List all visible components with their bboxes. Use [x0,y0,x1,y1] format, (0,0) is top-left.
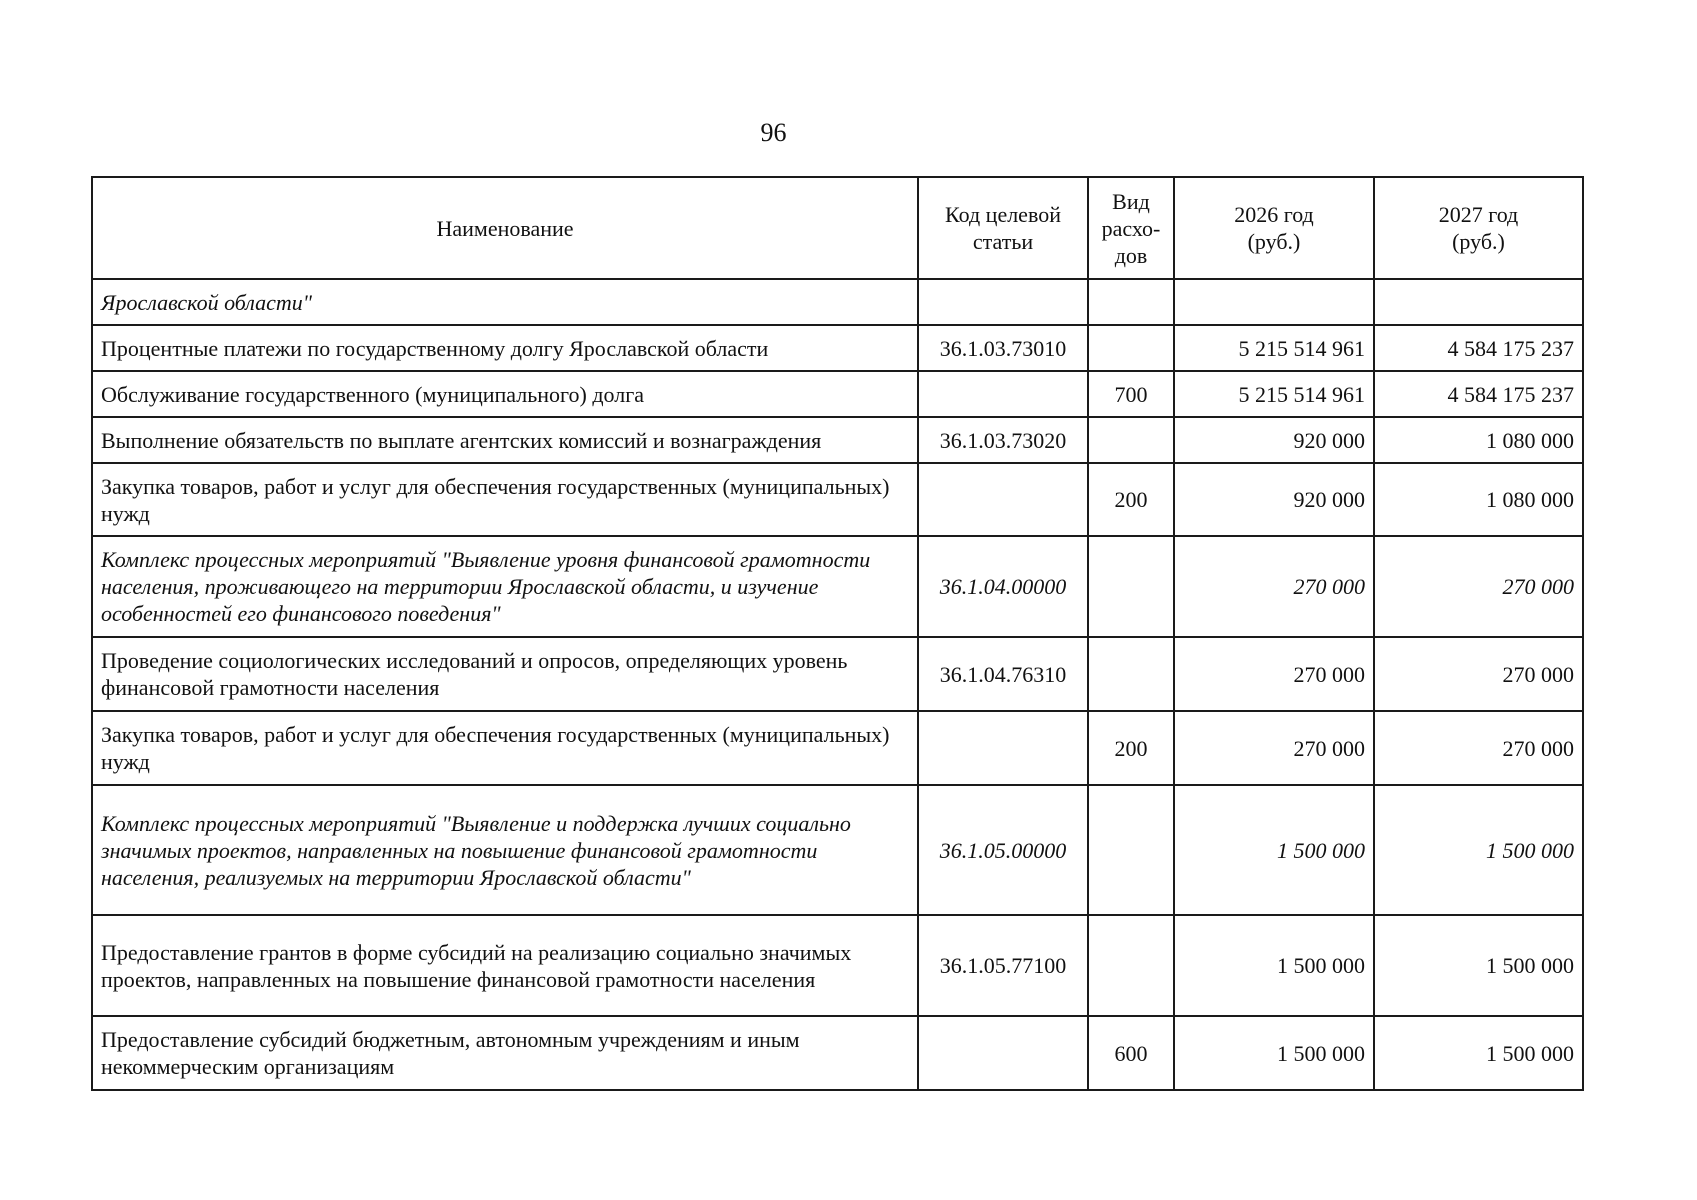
table-row [92,463,1583,536]
row-2026: 1 500 000 [1174,785,1374,915]
row-code [918,711,1088,785]
page-number [0,118,1697,148]
row-2026: 920 000 [1174,463,1374,536]
row-2027: 1 080 000 [1374,463,1583,536]
row-code: 36.1.04.00000 [918,536,1088,637]
row-kind [1088,536,1174,637]
header-name: Наименование [92,177,918,279]
row-name: Ярославской области" [92,279,918,325]
row-2027: 1 500 000 [1374,915,1583,1016]
table-header-row [92,177,1583,279]
row-code: 36.1.05.00000 [918,785,1088,915]
row-kind [1088,279,1174,325]
table-row [92,711,1583,785]
row-code: 36.1.03.73010 [918,325,1088,371]
row-2026: 270 000 [1174,637,1374,711]
budget-table [91,176,1584,1091]
table-row [92,325,1583,371]
row-2026: 5 215 514 961 [1174,325,1374,371]
row-code: 36.1.04.76310 [918,637,1088,711]
header-kind: Вид расхо- дов [1088,177,1174,279]
row-code [918,1016,1088,1090]
row-kind: 200 [1088,463,1174,536]
row-2027: 1 500 000 [1374,1016,1583,1090]
row-2026: 1 500 000 [1174,915,1374,1016]
row-name: Комплекс процессных мероприятий "Выявление и поддержка лучших социально значимых проектов, направленных на повышение финансовой грамотности населения, реализуемых на территории Ярославской области" [92,785,918,915]
row-kind [1088,785,1174,915]
row-name: Процентные платежи по государственному долгу Ярославской области [92,325,918,371]
row-kind: 700 [1088,371,1174,417]
row-kind [1088,915,1174,1016]
row-code [918,279,1088,325]
row-name: Предоставление грантов в форме субсидий на реализацию социально значимых проектов, направленных на повышение финансовой грамотности населения [92,915,918,1016]
table-row [92,279,1583,325]
table-row [92,915,1583,1016]
row-code [918,371,1088,417]
row-2027: 4 584 175 237 [1374,325,1583,371]
row-code [918,463,1088,536]
row-2026: 270 000 [1174,536,1374,637]
row-kind: 200 [1088,711,1174,785]
row-2026: 270 000 [1174,711,1374,785]
row-2027: 4 584 175 237 [1374,371,1583,417]
row-2026 [1174,279,1374,325]
table-row [92,637,1583,711]
row-kind [1088,325,1174,371]
row-kind [1088,637,1174,711]
row-2027 [1374,279,1583,325]
row-2027: 270 000 [1374,711,1583,785]
page-number-text: 96 [760,118,787,147]
row-name: Выполнение обязательств по выплате агентских комиссий и вознаграждения [92,417,918,463]
row-2027: 270 000 [1374,637,1583,711]
row-name: Закупка товаров, работ и услуг для обеспечения государственных (муниципальных) нужд [92,463,918,536]
table-row [92,536,1583,637]
table-row [92,785,1583,915]
table-row [92,417,1583,463]
header-code: Код целевой статьи [918,177,1088,279]
row-name: Проведение социологических исследований и опросов, определяющих уровень финансовой грамотности населения [92,637,918,711]
header-2027: 2027 год (руб.) [1374,177,1583,279]
row-2026: 920 000 [1174,417,1374,463]
row-name: Комплекс процессных мероприятий "Выявление уровня финансовой грамотности населения, проживающего на территории Ярославской области, и изучение особенностей его финансового поведения" [92,536,918,637]
row-name: Предоставление субсидий бюджетным, автономным учреждениям и иным некоммерческим организациям [92,1016,918,1090]
table-row [92,1016,1583,1090]
row-code: 36.1.05.77100 [918,915,1088,1016]
row-name: Закупка товаров, работ и услуг для обеспечения государственных (муниципальных) нужд [92,711,918,785]
row-kind: 600 [1088,1016,1174,1090]
row-2026: 5 215 514 961 [1174,371,1374,417]
row-name: Обслуживание государственного (муниципального) долга [92,371,918,417]
row-2027: 1 080 000 [1374,417,1583,463]
row-2027: 1 500 000 [1374,785,1583,915]
table-row [92,371,1583,417]
row-code: 36.1.03.73020 [918,417,1088,463]
row-2026: 1 500 000 [1174,1016,1374,1090]
header-2026: 2026 год (руб.) [1174,177,1374,279]
row-2027: 270 000 [1374,536,1583,637]
row-kind [1088,417,1174,463]
